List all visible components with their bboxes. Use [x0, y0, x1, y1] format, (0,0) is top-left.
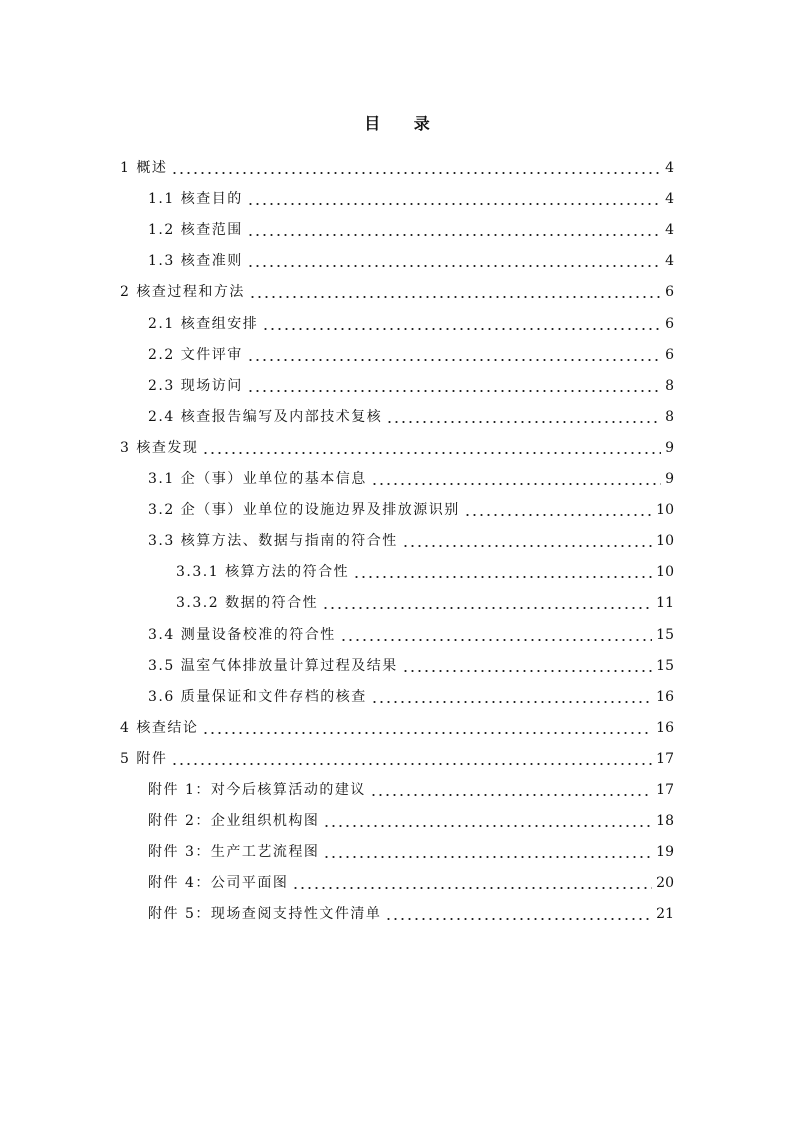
toc-entry[interactable] — [120, 492, 674, 523]
toc-entry-title: 4 核查结论 — [120, 719, 199, 736]
toc-entry[interactable] — [120, 834, 674, 865]
toc-entry[interactable] — [120, 461, 674, 492]
toc-dot-leader — [202, 451, 661, 455]
toc-entry[interactable] — [120, 741, 674, 772]
toc-entry-title: 附件 3：生产工艺流程图 — [148, 844, 320, 861]
toc-entry-title: 1.1 核查目的 — [148, 191, 243, 208]
toc-entry-title: 3.3 核算方法、数据与指南的符合性 — [148, 533, 398, 550]
toc-entry-page-number: 15 — [656, 657, 674, 674]
toc-dot-leader — [247, 202, 661, 206]
toc-entry[interactable] — [120, 803, 674, 834]
toc-entry[interactable] — [120, 243, 674, 274]
toc-entry[interactable] — [120, 648, 674, 679]
toc-entry-page-number: 4 — [665, 160, 674, 177]
toc-dot-leader — [323, 855, 652, 859]
toc-entry-page-number: 10 — [656, 533, 674, 550]
toc-dot-leader — [322, 606, 652, 610]
toc-entry-page-number: 6 — [665, 284, 674, 301]
toc-entry[interactable] — [120, 679, 674, 710]
toc-entry-page-number: 8 — [665, 408, 674, 425]
toc-dot-leader — [402, 669, 652, 673]
toc-entry-page-number: 18 — [656, 813, 674, 830]
toc-entry[interactable] — [120, 585, 674, 616]
toc-dot-leader — [353, 575, 652, 579]
toc-dot-leader — [323, 824, 652, 828]
toc-entry[interactable] — [120, 865, 674, 896]
toc-dot-leader — [386, 420, 661, 424]
toc-entry-page-number: 16 — [656, 719, 674, 736]
toc-entry-page-number: 17 — [656, 750, 674, 767]
toc-entry[interactable] — [120, 181, 674, 212]
toc-dot-leader — [340, 638, 652, 642]
toc-entry-title: 2 核查过程和方法 — [120, 284, 245, 301]
toc-entry[interactable] — [120, 523, 674, 554]
toc-dot-leader — [371, 482, 661, 486]
toc-entry-title: 3.5 温室气体排放量计算过程及结果 — [148, 657, 398, 674]
toc-entry-title: 3 核查发现 — [120, 439, 199, 456]
toc-entry-title: 附件 5：现场查阅支持性文件清单 — [148, 906, 382, 923]
toc-entry-title: 2.4 核查报告编写及内部技术复核 — [148, 408, 383, 425]
toc-entry-title: 3.6 质量保证和文件存档的核查 — [148, 688, 367, 705]
toc-entry[interactable] — [120, 305, 674, 336]
toc-entry-title: 3.4 测量设备校准的符合性 — [148, 626, 336, 643]
toc-entry[interactable] — [120, 554, 674, 585]
toc-entry-page-number: 20 — [656, 875, 674, 892]
toc-entry[interactable] — [120, 399, 674, 430]
toc-entry-title: 附件 4：公司平面图 — [148, 875, 289, 892]
toc-entry-page-number: 21 — [656, 906, 674, 923]
toc-dot-leader — [247, 264, 661, 268]
toc-entry-page-number: 10 — [656, 564, 674, 581]
toc-entry-page-number: 17 — [656, 781, 674, 798]
toc-entry-title: 2.3 现场访问 — [148, 377, 243, 394]
toc-dot-leader — [247, 389, 661, 393]
toc-entry[interactable] — [120, 772, 674, 803]
toc-dot-leader — [247, 233, 661, 237]
toc-dot-leader — [385, 917, 652, 921]
toc-entry[interactable] — [120, 616, 674, 647]
toc-entry-page-number: 4 — [665, 253, 674, 270]
toc-entry-title: 1.3 核查准则 — [148, 253, 243, 270]
toc-dot-leader — [292, 886, 652, 890]
toc-entry[interactable] — [120, 368, 674, 399]
toc-entry-page-number: 9 — [665, 471, 674, 488]
toc-entry-title: 附件 2：企业组织机构图 — [148, 813, 320, 830]
toc-dot-leader — [249, 295, 661, 299]
toc-entry-title: 3.1 企（事）业单位的基本信息 — [148, 471, 367, 488]
page-title: 目 录 — [364, 114, 444, 133]
toc-entry-page-number: 11 — [656, 595, 674, 612]
toc-entry-page-number: 19 — [656, 844, 674, 861]
toc-entry[interactable] — [120, 212, 674, 243]
toc-entry-page-number: 10 — [656, 502, 674, 519]
toc-dot-leader — [262, 327, 661, 331]
toc-entry-title: 3.2 企（事）业单位的设施边界及排放源识别 — [148, 502, 460, 519]
toc-entry-title: 3.3.1 核算方法的符合性 — [176, 564, 350, 581]
table-of-contents — [120, 150, 674, 927]
toc-entry[interactable] — [120, 896, 674, 927]
toc-entry-title: 3.3.2 数据的符合性 — [176, 595, 319, 612]
toc-entry-title: 2.1 核查组安排 — [148, 315, 259, 332]
toc-entry[interactable] — [120, 274, 674, 305]
toc-dot-leader — [371, 700, 652, 704]
toc-dot-leader — [171, 762, 652, 766]
toc-dot-leader — [171, 171, 661, 175]
toc-entry[interactable] — [120, 150, 674, 181]
toc-entry-title: 1.2 核查范围 — [148, 222, 243, 239]
toc-entry-title: 5 附件 — [120, 750, 168, 767]
toc-entry-page-number: 4 — [665, 191, 674, 208]
toc-entry[interactable] — [120, 337, 674, 368]
toc-entry-page-number: 16 — [656, 688, 674, 705]
toc-entry-page-number: 15 — [656, 626, 674, 643]
toc-dot-leader — [402, 544, 652, 548]
toc-entry-title: 2.2 文件评审 — [148, 346, 243, 363]
toc-entry-title: 1 概述 — [120, 160, 168, 177]
toc-dot-leader — [370, 793, 652, 797]
toc-dot-leader — [247, 358, 661, 362]
toc-entry-page-number: 6 — [665, 315, 674, 332]
toc-entry-page-number: 9 — [665, 439, 674, 456]
toc-entry-page-number: 8 — [665, 377, 674, 394]
toc-entry[interactable] — [120, 430, 674, 461]
toc-dot-leader — [202, 731, 652, 735]
toc-entry[interactable] — [120, 710, 674, 741]
toc-entry-title: 附件 1：对今后核算活动的建议 — [148, 781, 366, 798]
toc-entry-page-number: 4 — [665, 222, 674, 239]
toc-entry-page-number: 6 — [665, 346, 674, 363]
toc-dot-leader — [464, 513, 652, 517]
